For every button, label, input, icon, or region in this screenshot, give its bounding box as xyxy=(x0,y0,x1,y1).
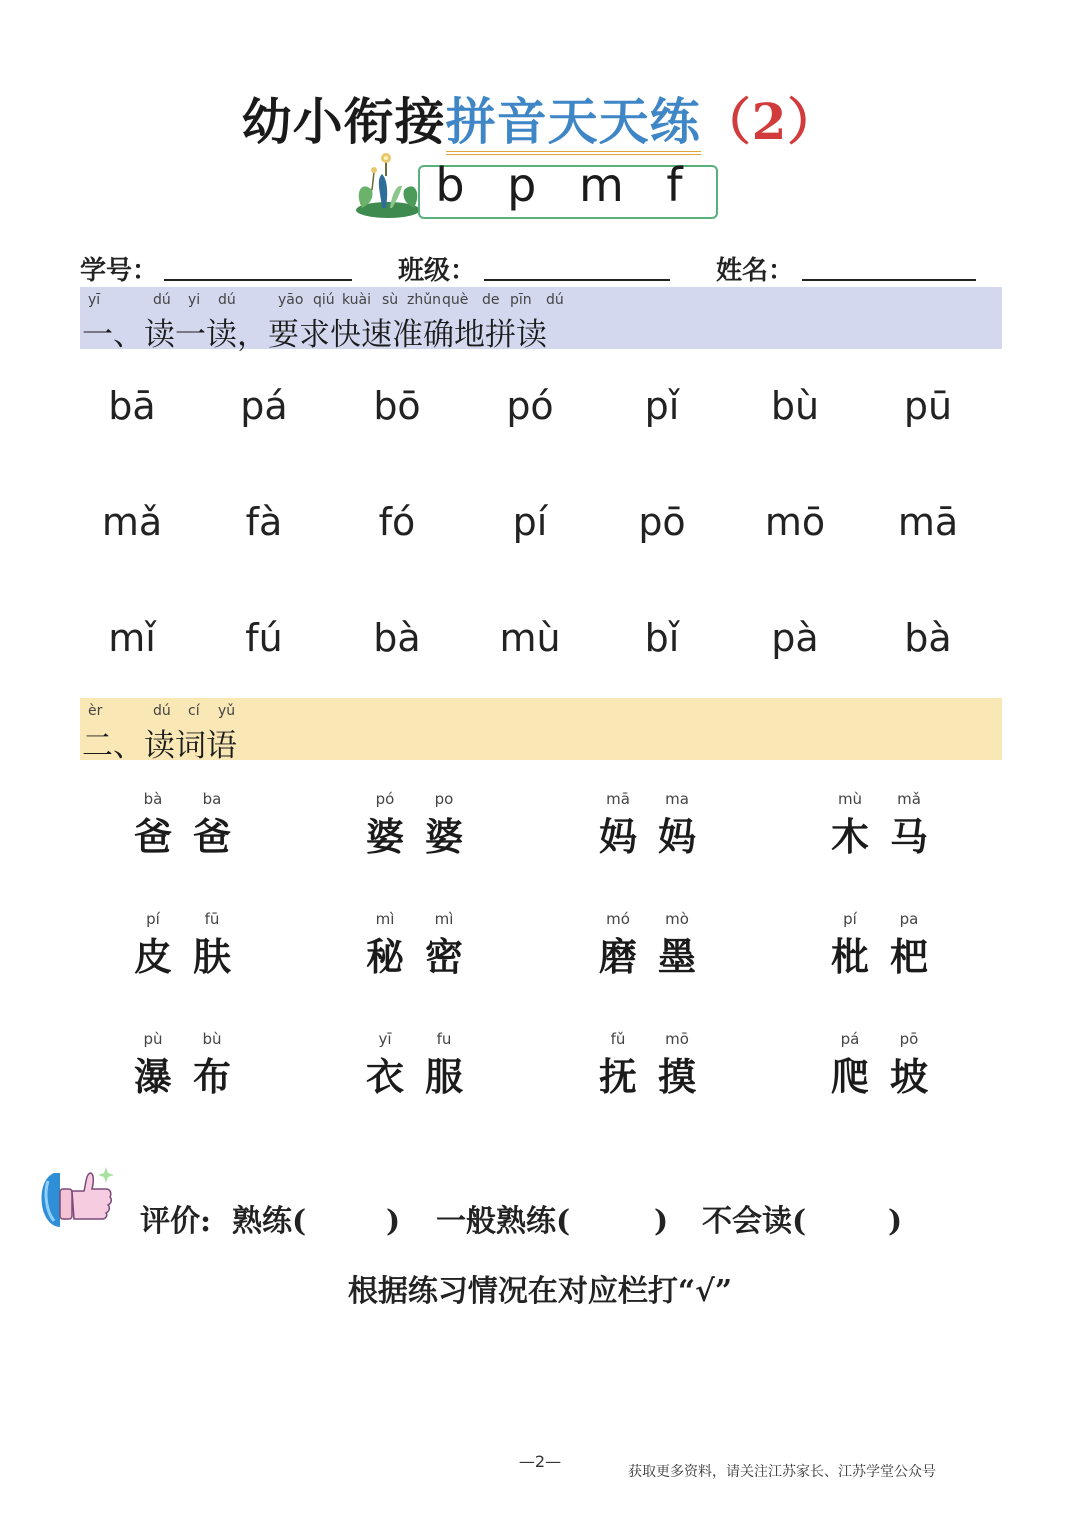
syllable: mō xyxy=(764,500,826,544)
letters-heading: b p m f xyxy=(435,158,697,212)
student-number-label: 学号： xyxy=(80,256,159,286)
name-field[interactable] xyxy=(802,279,976,281)
syllable: bǐ xyxy=(644,616,680,660)
word-pinyin: pù xyxy=(143,1030,163,1048)
section2-pinyin: dú xyxy=(153,703,171,719)
thumbs-up-icon xyxy=(40,1163,116,1233)
word-pinyin: ma xyxy=(665,790,689,808)
word-pinyin: mó xyxy=(606,910,630,928)
title-part2: 拼音天天练 xyxy=(446,92,701,155)
section1-pinyin: dú xyxy=(218,292,236,308)
word-character: 服 xyxy=(424,1054,463,1099)
word-pinyin: mā xyxy=(606,790,630,808)
syllable: mǐ xyxy=(108,616,156,660)
word-pinyin: mù xyxy=(837,790,863,808)
word-character: 墨 xyxy=(657,934,696,979)
word-character: 肤 xyxy=(192,934,231,979)
word-pinyin: pó xyxy=(375,790,395,808)
name-label: 姓名： xyxy=(716,256,795,286)
section1-pinyin: sù xyxy=(382,292,399,308)
word-pinyin: mì xyxy=(434,910,454,928)
syllable: bù xyxy=(770,384,820,428)
word-character: 婆 xyxy=(424,814,463,859)
section2-pinyin: yǔ xyxy=(218,703,236,719)
section1-pinyin: pīn xyxy=(510,292,532,308)
word-pinyin: fū xyxy=(204,910,220,928)
word-character: 枇 xyxy=(830,934,869,979)
syllable: bō xyxy=(373,384,421,428)
section1-header xyxy=(80,287,1002,353)
syllable: mǎ xyxy=(101,500,163,544)
syllable: fà xyxy=(245,500,283,544)
evaluation-close: ) xyxy=(654,1204,669,1239)
evaluation-row xyxy=(140,1196,902,1240)
word-character: 木 xyxy=(830,814,869,859)
word-character: 抚 xyxy=(598,1054,637,1099)
section1-pinyin: yī xyxy=(88,292,101,308)
word-pinyin: bà xyxy=(143,790,163,808)
word-character: 爸 xyxy=(133,814,172,859)
evaluation-option-fluent[interactable]: 熟练( xyxy=(232,1204,307,1239)
word-character: 妈 xyxy=(598,814,637,859)
title-part1: 幼小衔接 xyxy=(241,92,446,151)
syllable: pō xyxy=(638,500,686,544)
word-character: 秘 xyxy=(365,934,404,979)
evaluation-option-average[interactable]: 一般熟练( xyxy=(436,1204,571,1239)
word-pinyin: mò xyxy=(665,910,689,928)
word-character: 坡 xyxy=(889,1054,928,1099)
section1-pinyin: què xyxy=(442,292,469,308)
syllable: pó xyxy=(506,384,554,428)
section1-pinyin: de xyxy=(482,292,500,308)
word-pinyin: yī xyxy=(378,1030,392,1048)
title-part3: （2） xyxy=(700,92,839,151)
word-character: 皮 xyxy=(133,934,172,979)
class-field[interactable] xyxy=(484,279,670,281)
word-pinyin: pō xyxy=(899,1030,919,1048)
section1-pinyin: qiú xyxy=(313,292,335,308)
page-number: —2— xyxy=(518,1452,562,1471)
section1-pinyin: dú xyxy=(546,292,564,308)
syllable: pū xyxy=(903,384,953,428)
word-character: 妈 xyxy=(657,814,696,859)
word-character: 爸 xyxy=(192,814,231,859)
syllable: fó xyxy=(378,500,416,544)
section2-header xyxy=(80,698,1002,764)
section1-pinyin: dú xyxy=(153,292,171,308)
word-pinyin: mǎ xyxy=(897,790,921,808)
section2-pinyin: èr xyxy=(88,703,103,719)
syllable: bà xyxy=(904,616,952,660)
plant-icon xyxy=(352,150,424,220)
syllable: pǐ xyxy=(644,384,680,428)
evaluation-close: ) xyxy=(386,1204,401,1239)
word-character: 马 xyxy=(889,814,928,859)
syllable: mā xyxy=(897,500,959,544)
word-pinyin: pá xyxy=(840,1030,860,1048)
word-character: 爬 xyxy=(830,1054,869,1099)
word-character: 杷 xyxy=(889,934,928,979)
syllable: fú xyxy=(245,616,283,660)
syllable: pí xyxy=(512,500,548,544)
word-pinyin: mō xyxy=(665,1030,689,1048)
section1-pinyin: zhǔn xyxy=(407,292,441,308)
syllable: pá xyxy=(240,384,288,428)
page-title xyxy=(0,82,1080,154)
word-character: 布 xyxy=(192,1054,231,1099)
syllable: bā xyxy=(108,384,156,428)
section2-title: 二、读词语 xyxy=(82,728,237,764)
section1-pinyin: kuài xyxy=(342,292,372,308)
word-character: 婆 xyxy=(365,814,404,859)
section1-title: 一、读一读，要求快速准确地拼读 xyxy=(82,317,547,353)
syllable: bà xyxy=(373,616,421,660)
section2-pinyin: cí xyxy=(188,703,200,719)
section1-pinyin: yi xyxy=(188,292,201,308)
word-character: 衣 xyxy=(365,1054,404,1099)
word-pinyin: ba xyxy=(202,790,222,808)
word-pinyin: bù xyxy=(202,1030,222,1048)
syllable: pà xyxy=(771,616,819,660)
word-character: 磨 xyxy=(598,934,637,979)
evaluation-option-cannot-read[interactable]: 不会读( xyxy=(702,1204,807,1239)
word-pinyin: pí xyxy=(146,910,160,928)
word-pinyin: pí xyxy=(843,910,857,928)
word-pinyin: fǔ xyxy=(610,1030,626,1048)
class-label: 班级： xyxy=(398,256,477,286)
word-character: 瀑 xyxy=(133,1054,172,1099)
syllable: mù xyxy=(499,616,561,660)
word-character: 摸 xyxy=(657,1054,696,1099)
word-character: 密 xyxy=(424,934,463,979)
evaluation-label: 评价: xyxy=(140,1204,212,1239)
student-number-field[interactable] xyxy=(164,279,352,281)
evaluation-note: 根据练习情况在对应栏打“√” xyxy=(347,1274,733,1309)
word-pinyin: mì xyxy=(375,910,395,928)
section1-pinyin: yāo xyxy=(278,292,304,308)
footer-text: 获取更多资料，请关注江苏家长、江苏学堂公众号 xyxy=(628,1464,936,1480)
evaluation-close: ) xyxy=(888,1204,903,1239)
word-pinyin: pa xyxy=(899,910,919,928)
word-pinyin: fu xyxy=(436,1030,452,1048)
word-pinyin: po xyxy=(434,790,454,808)
